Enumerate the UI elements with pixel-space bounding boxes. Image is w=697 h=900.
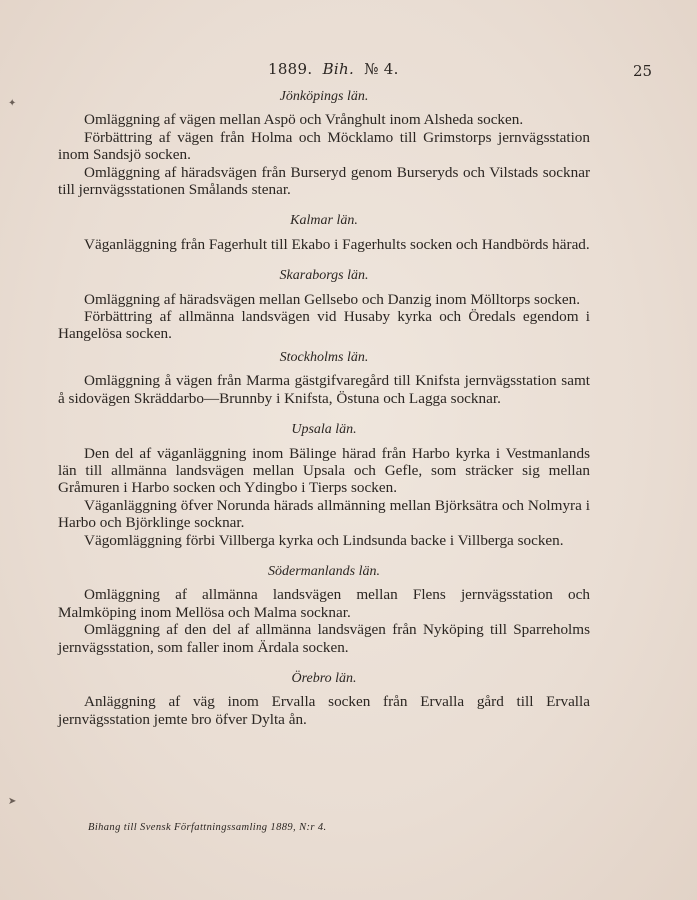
header-title	[268, 60, 399, 78]
document-body	[58, 88, 590, 728]
county-heading: Örebro län.	[291, 670, 357, 686]
page-number: 25	[633, 62, 653, 80]
section-upsala	[58, 421, 590, 549]
section-orebro	[58, 670, 590, 728]
entry-paragraph: Omläggning af häradsvägen mellan Gellsebo och Danzig inom Mölltorps socken.	[84, 290, 581, 308]
section-jonkoping	[58, 88, 590, 198]
county-heading: Kalmar län.	[290, 213, 358, 229]
county-heading: Upsala län.	[291, 422, 357, 438]
entry-paragraph: Anläggning af väg inom Ervalla socken från Ervalla gård till Ervalla jernvägsstation jemte bro öfver Dylta ån.	[58, 693, 590, 728]
entry-paragraph: Omläggning af den del af allmänna landsvägen från Nyköping till Sparreholms jernvägsstation, som faller inom Ärdala socken.	[58, 621, 590, 656]
entry-paragraph: Omläggning af häradsvägen från Burseryd genom Burseryds och Vilstads socknar till jernvägsstationen Smålands stenar.	[58, 163, 590, 199]
margin-mark-icon: ➤	[8, 796, 17, 807]
header-bih: Bih.	[322, 60, 355, 78]
entry-paragraph: Förbättring af allmänna landsvägen vid Husaby kyrka och Öredals egendom i Hangelösa socken.	[58, 308, 590, 343]
entry-paragraph: Den del af väganläggning inom Bälinge härad från Harbo kyrka i Vestmanlands län till allmänna landsvägen mellan Upsala och Gefle, som sträcker sig mellan Gråmuren i Harbo socken och Ydingbo i Tierps socken.	[58, 444, 590, 497]
entry-paragraph: Förbättring af vägen från Holma och Möcklamo till Grimstorps jernvägsstation inom Sandsjö socken.	[58, 128, 590, 164]
page-footer: Bihang till Svensk Författningssamling 1889, N:r 4.	[88, 822, 327, 833]
section-stockholm	[58, 349, 590, 407]
header-number: № 4.	[364, 60, 399, 78]
county-heading: Stockholms län.	[279, 349, 369, 365]
section-sodermanland	[58, 563, 590, 656]
header-year: 1889.	[268, 60, 313, 78]
entry-paragraph: Omläggning af vägen mellan Aspö och Vrånghult inom Alsheda socken.	[84, 111, 524, 129]
entry-paragraph: Omläggning af allmänna landsvägen mellan Flens jernvägsstation och Malmköping inom Mellösa och Malma socknar.	[58, 586, 590, 621]
county-heading: Södermanlands län.	[268, 563, 380, 579]
margin-mark-icon: ✦	[8, 98, 17, 109]
entry-paragraph: Väganläggning från Fagerhult till Ekabo i Fagerhults socken och Handbörds härad.	[84, 235, 590, 253]
county-heading: Jönköpings län.	[279, 89, 369, 104]
entry-paragraph: Väganläggning öfver Norunda härads allmänning mellan Björksätra och Nolmyra i Harbo och Björklinge socknar.	[58, 496, 590, 532]
section-kalmar	[58, 212, 590, 253]
section-skaraborg	[58, 267, 590, 343]
county-heading: Skaraborgs län.	[279, 268, 369, 284]
entry-paragraph: Vägomläggning förbi Villberga kyrka och Lindsunda backe i Villberga socken.	[84, 531, 564, 549]
entry-paragraph: Omläggning å vägen från Marma gästgifvaregård till Knifsta jernvägsstation samt å sidovägen Skräddarbo—Brunnby i Knifsta, Östuna och Lagga socknar.	[58, 372, 590, 407]
